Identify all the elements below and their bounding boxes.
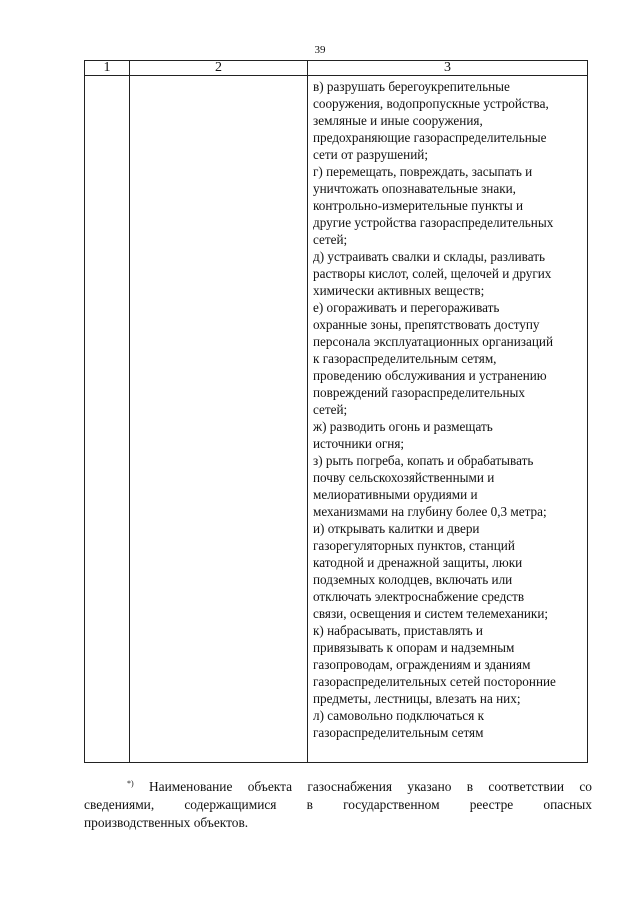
text-line: катодной и дренажной защиты, люки: [313, 555, 523, 570]
text-line: охранные зоны, препятствовать доступу: [313, 317, 540, 332]
footnote-line-3: производственных объектов.: [84, 815, 249, 830]
text-line: газораспределительных сетей посторонние: [313, 674, 556, 689]
text-line: предохраняющие газораспределительные: [313, 130, 547, 145]
footnote: [84, 775, 592, 832]
text-line: к) набрасывать, приставлять и: [313, 623, 483, 638]
column-header-3: 3: [308, 61, 588, 76]
text-line: з) рыть погреба, копать и обрабатывать: [313, 453, 534, 468]
column-header-1: 1: [85, 61, 130, 76]
requirements-table: [84, 60, 588, 763]
text-line: уничтожать опознавательные знаки,: [313, 181, 516, 196]
footnote-text-1: Наименование объекта газоснабжения указано в соответствии со: [148, 779, 592, 794]
column-2-cell: [130, 76, 308, 763]
text-line: земляные и иные сооружения,: [313, 113, 483, 128]
text-line: газопроводам, ограждениям и зданиям: [313, 657, 531, 672]
text-line: л) самовольно подключаться к: [313, 708, 485, 723]
text-line: предметы, лестницы, влезать на них;: [313, 691, 521, 706]
text-line: химически активных веществ;: [313, 283, 485, 298]
text-line: контрольно-измерительные пункты и: [313, 198, 524, 213]
text-line: почву сельскохозяйственными и: [313, 470, 495, 485]
text-line: связи, освещения и систем телемеханики;: [313, 606, 549, 621]
text-line: другие устройства газораспределительных: [313, 215, 554, 230]
footnote-line-2: сведениями, содержащимися в государственном реестре опасных: [84, 797, 592, 812]
text-line: подземных колодцев, включать или: [313, 572, 513, 587]
text-line: растворы кислот, солей, щелочей и других: [313, 266, 552, 281]
column-1-cell: [85, 76, 130, 763]
text-line: сооружения, водопропускные устройства,: [313, 96, 549, 111]
text-line: источники огня;: [313, 436, 405, 451]
text-line: сети от разрушений;: [313, 147, 428, 162]
column-header-2: 2: [130, 61, 308, 76]
text-line: г) перемещать, повреждать, засыпать и: [313, 164, 533, 179]
table-row: [85, 76, 588, 763]
text-line: газорегуляторных пунктов, станций: [313, 538, 515, 553]
page-number: 39: [314, 44, 326, 56]
text-line: и) открывать калитки и двери: [313, 521, 480, 536]
text-line: проведению обслуживания и устранению: [313, 368, 547, 383]
text-line: газораспределительным сетям: [313, 725, 484, 740]
text-line: повреждений газораспределительных: [313, 385, 526, 400]
footnote-marker: *): [127, 779, 134, 788]
text-line: ж) разводить огонь и размещать: [313, 419, 493, 434]
text-line: е) огораживать и перегораживать: [313, 300, 500, 315]
text-line: в) разрушать берегоукрепительные: [313, 79, 510, 94]
text-line: сетей;: [313, 402, 348, 417]
text-line: сетей;: [313, 232, 348, 247]
text-line: д) устраивать свалки и склады, разливать: [313, 249, 545, 264]
text-line: привязывать к опорам и надземным: [313, 640, 515, 655]
text-line: к газораспределительным сетям,: [313, 351, 497, 366]
text-line: мелиоративными орудиями и: [313, 487, 478, 502]
column-3-cell: [308, 76, 588, 763]
footnote-line-1: [84, 775, 592, 796]
text-line: механизмами на глубину более 0,3 метра;: [313, 504, 547, 519]
table-header-row: [85, 61, 588, 76]
text-line: отключать электроснабжение средств: [313, 589, 525, 604]
text-line: персонала эксплуатационных организаций: [313, 334, 554, 349]
